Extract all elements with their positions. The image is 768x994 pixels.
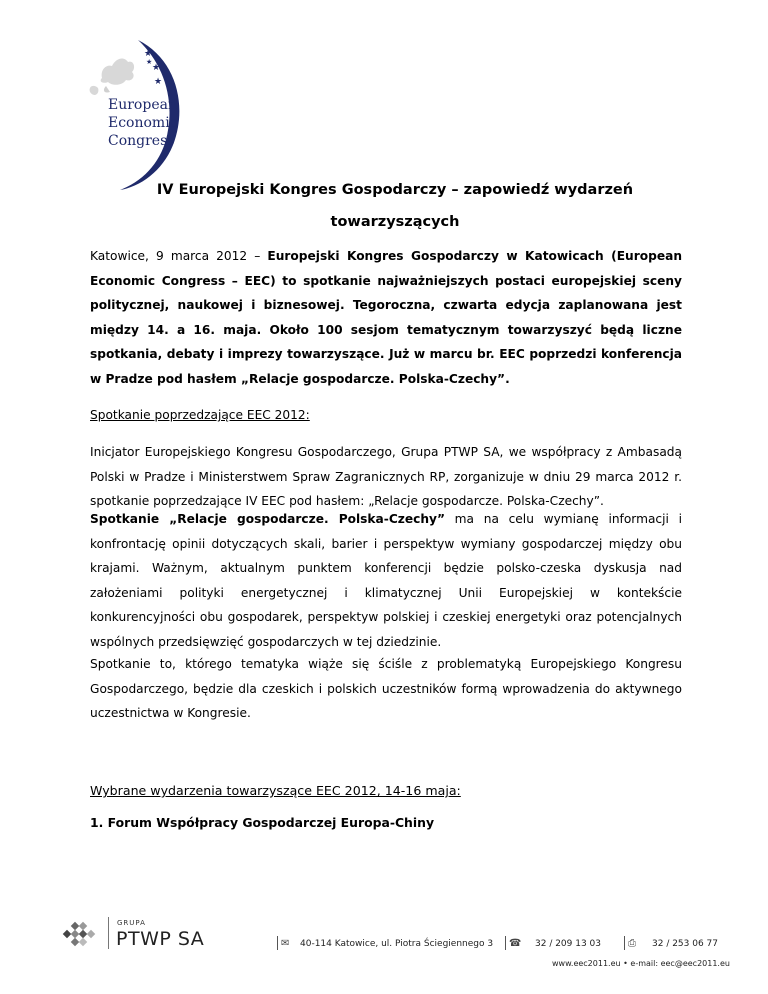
- footer-email: e-mail: eec@eec2011.eu: [630, 959, 730, 968]
- paragraph-initiator: Inicjator Europejskiego Kongresu Gospodarczego, Grupa PTWP SA, we współpracy z Ambasadą Polski w Pradze i Ministerstwem Spraw Zagranicznych RP, zorganizuje w dniu 29 marca 2012 r. spotkanie poprzedzające IV EEC pod hasłem: „Relacje gospodarcze. Polska-Czechy”.: [90, 445, 682, 508]
- footer-bullet: •: [623, 959, 631, 968]
- footer-company-name: PTWP SA: [116, 928, 205, 950]
- fax-icon: ⎙: [628, 938, 636, 949]
- footer-web-email: [552, 959, 730, 968]
- envelope-icon: ✉: [281, 938, 290, 949]
- svg-text:★: ★: [144, 49, 153, 59]
- footer-divider: [277, 936, 278, 950]
- footer-fax: 32 / 253 06 77: [652, 939, 719, 949]
- ptwp-logo-icon: [58, 921, 102, 951]
- paragraph-introduction: Spotkanie to, którego tematyka wiąże się ściśle z problematyką Europejskiego Kongresu Gospodarczego, będzie dla czeskich i polskich uczestników formą wprowadzenia do aktywnego uczestnictwa w Kongresie.: [90, 657, 682, 720]
- european-economic-congress-logo: [82, 40, 192, 190]
- footer-address: 40-114 Katowice, ul. Piotra Ściegiennego 3: [300, 939, 494, 949]
- footer-divider: [505, 936, 506, 950]
- footer: [0, 905, 768, 975]
- footer-website: www.eec2011.eu: [552, 959, 621, 968]
- footer-divider: [624, 936, 625, 950]
- title-line-1: IV Europejski Kongres Gospodarczy – zapowiedź wydarzeń: [156, 182, 634, 198]
- document-title: [90, 174, 700, 238]
- footer-grupa-label: GRUPA: [117, 919, 146, 927]
- svg-text:★: ★: [146, 58, 153, 66]
- lead-prefix: Katowice, 9 marca 2012 –: [90, 249, 268, 263]
- logo-line-1: European: [108, 97, 177, 113]
- paragraph-meeting-goals: [90, 507, 682, 654]
- meeting-name-bold: Spotkanie „Relacje gospodarcze. Polska-Czechy”: [90, 512, 445, 526]
- lead-paragraph: [90, 244, 682, 391]
- meeting-description: ma na celu wymianę informacji i konfrontację opinii dotyczących skali, barier i perspektyw wymiany gospodarczej między obu krajami. Ważnym, aktualnym punktem konferencji będzie polsko-czeska dyskusja nad założeniami polityki energetycznej i klimatycznej Unii Europejskiej w kontekście konkurencyjności obu gospodarek, perspektyw polskiej i czeskiej energetyki oraz potencjalnych wspólnych przedsięwzięć gospodarczych w tej dziedzinie.: [90, 512, 682, 649]
- event-item-1: 1. Forum Współpracy Gospodarczej Europa-Chiny: [90, 815, 435, 830]
- svg-text:★: ★: [152, 63, 161, 73]
- phone-icon: ☎: [509, 938, 522, 949]
- lead-bold-text: Europejski Kongres Gospodarczy w Katowicach (European Economic Congress – EEC) to spotkanie najważniejszych postaci europejskiej sceny politycznej, naukowej i biznesowej. Tegoroczna, czwarta edycja zaplanowana jest między 14. a 16. maja. Około 100 sesjom tematycznym towarzyszyć będą liczne spotkania, debaty i imprezy towarzyszące. Już w marcu br. EEC poprzedzi konferencja w Pradze pod hasłem „Relacje gospodarcze. Polska-Czechy”.: [90, 249, 682, 386]
- title-line-2: towarzyszących: [330, 214, 460, 230]
- section-heading-pre-event: Spotkanie poprzedzające EEC 2012:: [90, 408, 310, 422]
- section-heading-events: Wybrane wydarzenia towarzyszące EEC 2012, 14-16 maja:: [90, 783, 461, 798]
- footer-phone: 32 / 209 13 03: [535, 939, 602, 949]
- footer-logo-divider: [108, 917, 109, 949]
- svg-text:★: ★: [154, 77, 163, 87]
- logo-line-2: Economic: [108, 115, 178, 131]
- logo-line-3: Congress: [108, 133, 175, 149]
